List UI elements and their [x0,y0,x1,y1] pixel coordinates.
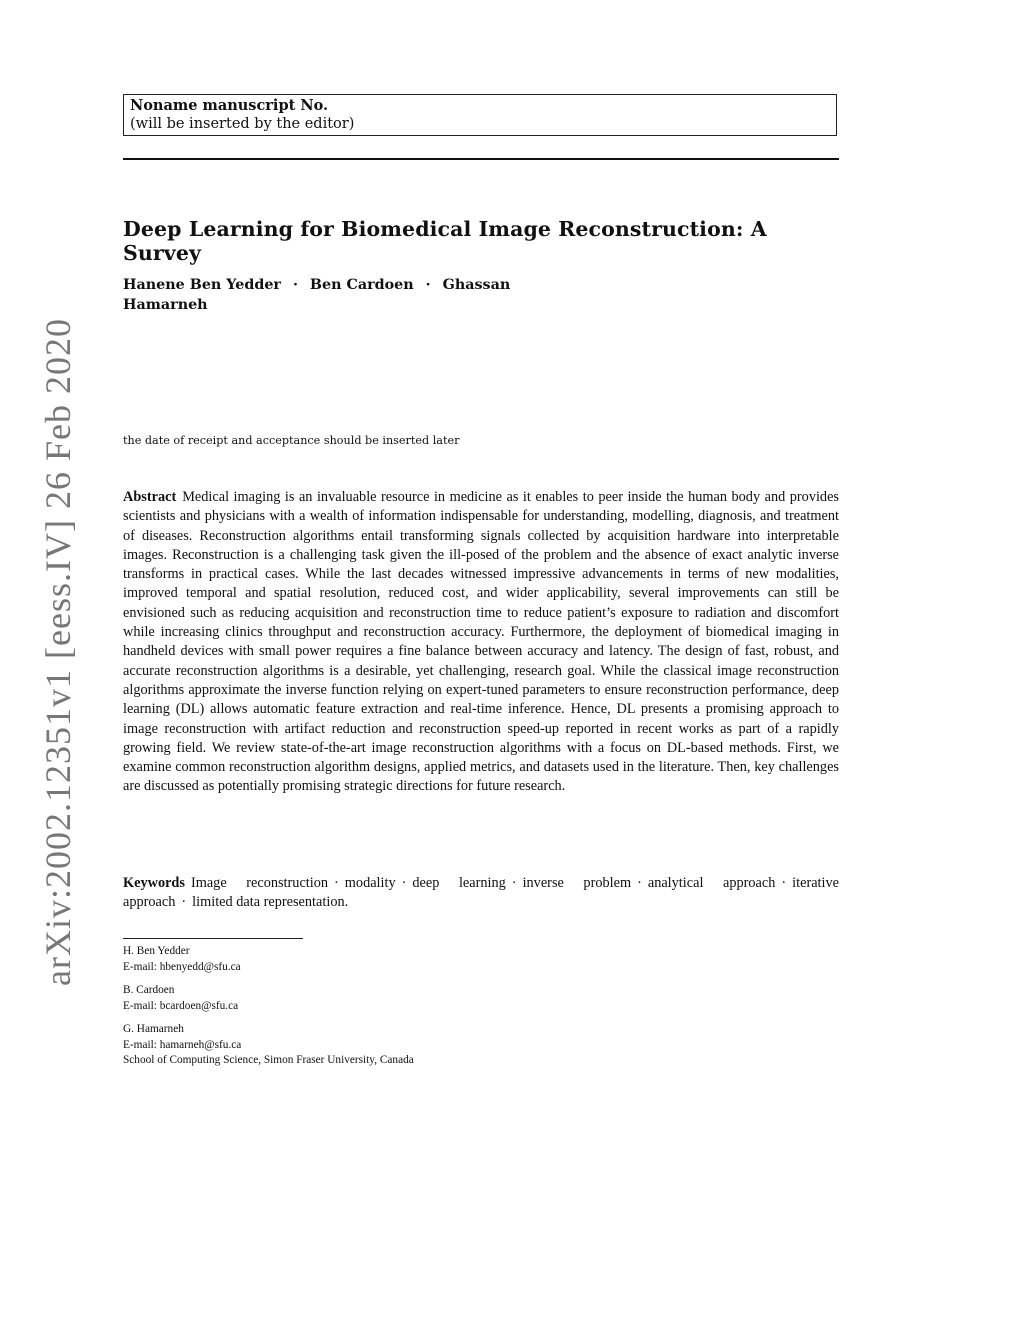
footnote-name: G. Hamarneh [123,1023,184,1035]
keywords-label: Keywords [123,875,185,891]
author-name: Ben Cardoen [309,277,414,293]
footnote-affiliation: School of Computing Science, Simon Fraser University, Canada [123,1054,414,1066]
footnote-name: H. Ben Yedder [123,945,190,957]
footnote-author [123,983,623,1014]
keywords [123,874,839,913]
manuscript-number: Noname manuscript No. [130,97,329,114]
received-note: the date of receipt and acceptance should be inserted later [123,434,460,447]
editor-info-box [123,94,837,136]
keyword: analytical approach [647,875,776,891]
header-rule [123,158,839,160]
footnote-name: B. Cardoen [123,984,175,996]
keyword-separator: · [511,875,517,891]
abstract-text: Medical imaging is an invaluable resource in medicine as it enables to peer inside the human body and provides scientists and physicians with a wealth of information indispensable for understanding, modelling, diagnosis, and treatment of diseases. Reconstruction algorithms entail transforming signals collected by acquisition hardware into interpretable images. Reconstruction is a challenging task given the ill-posed of the problem and the absence of exact analytic inverse transforms in practical cases. While the last decades witnessed impressive advancements in terms of new modalities, improved temporal and spatial resolution, reduced cost, and wider applicability, several improvements can still be envisioned such as reducing acquisition and reconstruction time to reduce patient’s exposure to radiation and discomfort while increasing clinics throughput and reconstruction accuracy. Furthermore, the deployment of biomedical imaging in handheld devices with small power requires a fine balance between accuracy and latency. The design of fast, robust, and accurate reconstruction algorithms is a desirable, yet challenging, research goal. While the classical image reconstruction algorithms approximate the inverse function relying on expert-tuned parameters to ensure reconstruction performance, deep learning (DL) allows automatic feature extraction and real-time inference. Hence, DL presents a promising approach to image reconstruction with artifact reduction and reconstruction speed-up reported in recent works as part of a rapidly growing field. We review state-of-the-art image reconstruction algorithms with a focus on DL-based methods. First, we examine common reconstruction algorithm designs, applied metrics, and datasets used in the literature. Then, key challenges are discussed as potentially promising strategic directions for future research. [123,489,839,795]
author-name: Hanene Ben Yedder [123,277,281,293]
abstract [123,488,839,797]
keyword: limited data representation. [192,894,349,911]
abstract-label: Abstract [123,489,177,505]
keyword: iterative approach [123,875,839,911]
keyword: inverse problem [522,875,632,891]
keyword: deep learning [412,875,506,891]
footnote-email: E-mail: bcardoen@sfu.ca [123,999,239,1012]
footnote-rule [123,938,303,939]
arxiv-stamp: arXiv:2002.12351v1 [eess.IV] 26 Feb 2020 [38,318,78,986]
author-name-continued: Hamarneh [123,297,208,313]
editor-note: (will be inserted by the editor) [130,116,355,132]
keyword: modality [344,875,396,891]
keyword-separator: · [781,875,787,891]
keyword: Image reconstruction [190,875,329,891]
keyword-separator: · [334,875,339,891]
author-separator: · [292,277,298,293]
footnote-email: E-mail: hbenyedd@sfu.ca [123,960,241,973]
keyword-separator: · [181,894,187,911]
footnote-author [123,944,623,975]
footnote-author [123,1022,623,1069]
author-list [123,275,543,315]
footnotes [123,944,623,1077]
keyword-separator: · [637,875,642,891]
keyword-separator: · [401,875,407,891]
author-separator: · [425,277,431,293]
paper-title: Deep Learning for Biomedical Image Reconstruction: A Survey [123,217,767,265]
footnote-email: E-mail: hamarneh@sfu.ca [123,1038,242,1051]
author-name: Ghassan [442,277,511,293]
